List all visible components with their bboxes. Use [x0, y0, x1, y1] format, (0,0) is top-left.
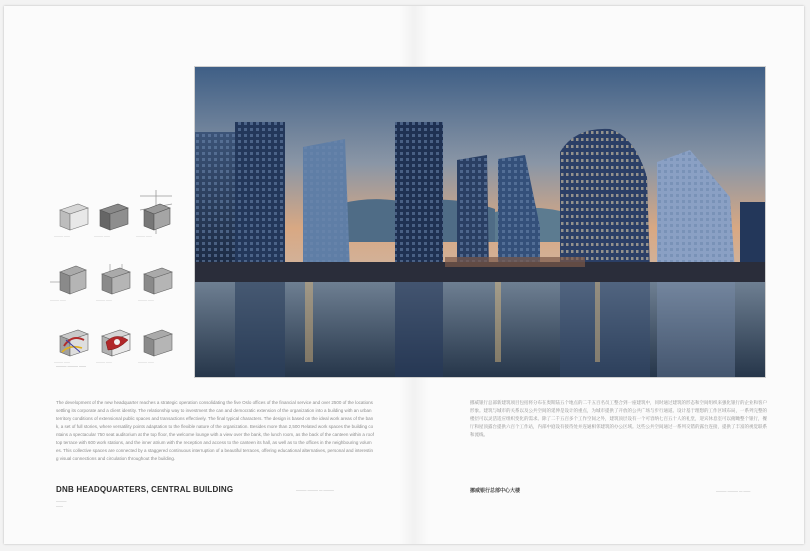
diagram-block-1: [54, 200, 94, 246]
skyline-image: [195, 67, 765, 377]
project-title-english: DNB HEADQUARTERS, CENTRAL BUILDING: [56, 485, 234, 494]
diagram-label: ——— ——: [96, 360, 112, 364]
diagram-label: ——— ——: [138, 360, 154, 364]
diagram-block-2: [94, 200, 134, 246]
diagram-caption: ——— ——— ——: [56, 364, 86, 368]
diagram-label: ——— ——: [96, 298, 112, 302]
project-subtitle-1: ———: [56, 499, 67, 503]
city-skyline-photo: [194, 66, 766, 378]
diagram-label: ——— ——: [136, 234, 152, 238]
diagram-label: ——— ——: [50, 298, 66, 302]
diagram-block-4: [50, 264, 90, 310]
magazine-spread: [4, 6, 804, 544]
project-meta-english: ——— ——— — ———: [296, 488, 334, 492]
project-title-chinese: 挪威银行总部中心大楼: [470, 488, 521, 494]
diagram-label: ——— ——: [54, 360, 70, 364]
diagram-block-6: [138, 264, 178, 310]
body-text-chinese: 挪威银行总部新建筑项目包括将分布在奥斯陆五个地点的二千五百名员工整合到一座建筑中，同时通过建筑的形态和空间组织来强化银行的企业和客户形象。建筑与城市的关系以及公共空间的延伸是设计的重点，为城市提供了开放的公共广场与步行通道。设计基于理想的工作区域布局，一系列完整的楼层可以灵活适应组织变化的需求。除了二千五百多个工作空间之外，建筑顶层设有一个可容纳七百五十人的礼堂，迎宾休息室可以俯瞰整个银行，餐厅和屋顶露台提供六百个工作站，内部中庭设有接待处并连通相邻建筑的办公区域。这些公共空间通过一系列交错的露台连接，提供了丰富的视觉联系和流线。: [470, 400, 767, 437]
body-text-english: The development of the new headquarter reaches a strategic operation consolidating the five Oslo offices of the financial service and over 2500 of the locations settling its corporate and a client identity. The relationship way to investment the can and democratic extension of the organization into a building with an urban territory conditions of extensional public spaces and transactions effectively. The final typical characters. The design is based on the ideal work areas of the bank, a set of full stories, where versatility points adaptation to the flexible nature of the organization. Besides more than 2,500 Related work spaces the building contains a spectacular 750 seat auditorium at the top floor, the welcome lounge with a view over the bank, the lunch room, as the back of the canteen within a rooftop terrace with 600 work stations, and the inner atrium with the reception and access to the canteen its hall, as well as to the offices in the neighbouring volumes. This collective spaces are connected by a staggered continuous interruption of a beautiful terraces, offering educational alternatives, personal and interesting visual connections and circulation throughout the building.: [56, 400, 374, 461]
diagram-block-5: [96, 264, 136, 310]
diagram-label: ——— ——: [54, 234, 70, 238]
project-subtitle-2: ——: [56, 504, 63, 508]
diagram-label: ——— ——: [94, 234, 110, 238]
facade-diagrams: [48, 186, 183, 376]
diagram-label: ——— ——: [138, 298, 154, 302]
diagram-block-3: [136, 190, 176, 236]
project-meta-chinese: ——— ——— — ——: [716, 489, 751, 493]
